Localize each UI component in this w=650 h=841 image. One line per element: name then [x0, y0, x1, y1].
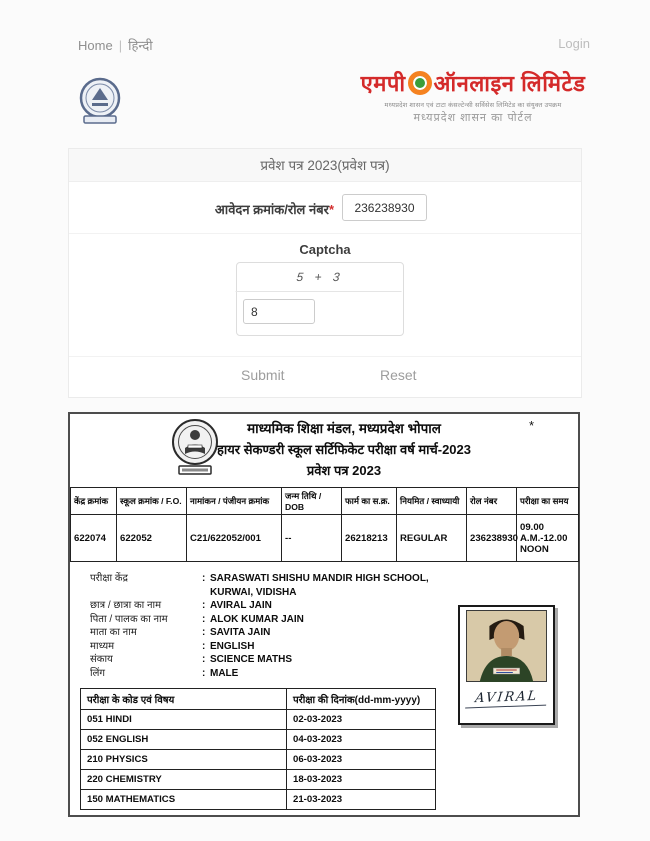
subject-row	[81, 710, 436, 730]
subject-name: 210 PHYSICS	[81, 750, 287, 770]
subject-name: 051 HINDI	[81, 710, 287, 730]
subject-row	[81, 730, 436, 750]
subject-date: 06-03-2023	[287, 750, 436, 770]
colon: :	[202, 627, 206, 638]
col-exam-time: परीक्षा का समय	[517, 488, 579, 515]
subject-name: 150 MATHEMATICS	[81, 790, 287, 810]
gender-value: MALE	[210, 667, 239, 679]
candidate-photo	[458, 605, 555, 725]
submit-button[interactable]: Submit	[241, 367, 285, 383]
candidate-summary-table	[70, 487, 579, 562]
admit-card-search-form	[68, 148, 582, 398]
col-form-serial: फार्म का स.क्र.	[342, 488, 397, 515]
card-header	[130, 419, 558, 479]
exam-time-value: 09.00 A.M.-12.00 NOON	[517, 515, 579, 562]
medium-label: माध्यम	[90, 640, 115, 652]
roll-number-label	[215, 200, 334, 218]
captcha-challenge-image: 5 + 3	[235, 263, 404, 292]
subject-row	[81, 790, 436, 810]
detail-row-faculty	[90, 653, 490, 667]
school-code-value: 622052	[117, 515, 187, 562]
nav-separator: |	[118, 38, 123, 53]
detail-row-student-name	[90, 599, 490, 613]
student-name-label: छात्र / छात्रा का नाम	[90, 600, 162, 611]
reset-button[interactable]: Reset	[380, 367, 417, 383]
admit-card	[68, 412, 580, 817]
col-regular-private: नियमित / स्वाध्यायी	[397, 488, 467, 515]
mother-name-value: SAVITA JAIN	[210, 627, 271, 638]
col-roll-number: रोल नंबर	[467, 488, 517, 515]
colon: :	[202, 573, 206, 584]
form-buttons-row	[69, 356, 581, 399]
topbar-nav	[78, 36, 153, 54]
subject-name: 220 CHEMISTRY	[81, 770, 287, 790]
board-seal-logo	[68, 76, 132, 128]
enrollment-value: C21/622052/001	[187, 515, 282, 562]
roll-number-label-text: आवेदन क्रमांक/रोल नंबर	[214, 202, 329, 217]
dob-value: --	[282, 515, 342, 562]
language-link[interactable]: हिन्दी	[128, 38, 153, 53]
captcha-label: Captcha	[299, 242, 351, 257]
colon: :	[202, 640, 206, 652]
colon: :	[202, 654, 206, 665]
mother-name-label: माता का नाम	[90, 627, 137, 638]
subject-date: 04-03-2023	[287, 730, 436, 750]
subject-row	[81, 750, 436, 770]
subject-header-row	[81, 689, 436, 710]
mponline-name-pre: एमपी	[360, 71, 406, 96]
captcha-box	[236, 262, 404, 336]
candidate-details	[90, 572, 490, 680]
captcha-input[interactable]	[243, 299, 315, 324]
candidate-photo-image	[466, 610, 547, 682]
home-link[interactable]: Home	[78, 38, 113, 53]
subject-date: 18-03-2023	[287, 770, 436, 790]
col-center-code: केंद्र क्रमांक	[71, 488, 117, 515]
faculty-value: SCIENCE MATHS	[210, 654, 293, 665]
summary-header-row	[71, 488, 579, 515]
gender-label: लिंग	[90, 667, 105, 679]
card-asterisk: *	[528, 418, 534, 433]
col-dob: जन्म तिथि / DOB	[282, 488, 342, 515]
required-asterisk: *	[328, 202, 334, 217]
father-name-value: ALOK KUMAR JAIN	[210, 613, 304, 625]
form-serial-value: 26218213	[342, 515, 397, 562]
exam-date-header: परीक्षा की दिनांक(dd-mm-yyyy)	[287, 689, 436, 710]
card-title: प्रवेश पत्र 2023	[306, 463, 382, 478]
subject-name: 052 ENGLISH	[81, 730, 287, 750]
regular-private-value: REGULAR	[397, 515, 467, 562]
subject-schedule-table	[80, 688, 436, 810]
subject-date: 21-03-2023	[287, 790, 436, 810]
summary-data-row	[71, 515, 579, 562]
subject-date: 02-03-2023	[287, 710, 436, 730]
detail-row-mother-name	[90, 626, 490, 640]
mponline-tagline: मध्यप्रदेश शासन का पोर्टल	[413, 112, 533, 124]
colon: :	[202, 613, 206, 625]
col-school-code: स्कूल क्रमांक / F.O.	[117, 488, 187, 515]
form-title: प्रवेश पत्र 2023(प्रवेश पत्र)	[69, 149, 581, 182]
exam-name: हायर सेकण्डरी स्कूल सर्टिफिकेट परीक्षा वर्ष मार्च-2023	[216, 442, 471, 457]
center-code-value: 622074	[71, 515, 117, 562]
detail-row-medium	[90, 640, 490, 654]
detail-row-exam-center	[90, 572, 490, 599]
roll-number-input[interactable]	[342, 194, 427, 221]
medium-value: ENGLISH	[210, 640, 255, 652]
student-name-value: AVIRAL JAIN	[210, 600, 272, 611]
subject-code-header: परीक्षा के कोड एवं विषय	[81, 689, 287, 710]
faculty-label: संकाय	[90, 654, 113, 665]
col-enrollment: नामांकन / पंजीयन क्रमांक	[187, 488, 282, 515]
board-seal-icon	[68, 76, 132, 128]
exam-center-value: SARASWATI SHISHU MANDIR HIGH SCHOOL, KURWAI, VIDISHA	[210, 573, 429, 598]
mponline-globe-icon	[408, 71, 432, 95]
roll-number-row	[69, 182, 581, 234]
exam-center-label: परीक्षा केंद्र	[90, 573, 128, 584]
father-name-label: पिता / पालक का नाम	[90, 613, 168, 625]
subject-row	[81, 770, 436, 790]
candidate-signature: AVIRAL	[465, 689, 548, 709]
colon: :	[202, 600, 206, 611]
detail-row-father-name	[90, 613, 490, 627]
detail-row-gender	[90, 667, 490, 681]
mponline-logo	[354, 68, 592, 125]
login-link[interactable]: Login	[558, 36, 590, 51]
roll-number-value: 236238930	[467, 515, 517, 562]
mponline-name-post: ऑनलाइन लिमिटेड	[433, 71, 586, 96]
colon: :	[202, 667, 206, 679]
mponline-tagline-small: मध्यप्रदेश शासन एवं टाटा कंसल्टेन्सी सर्विसेस लिमिटेड का संयुक्त उपक्रम	[384, 102, 562, 109]
board-name: माध्यमिक शिक्षा मंडल, मध्यप्रदेश भोपाल	[247, 421, 441, 436]
